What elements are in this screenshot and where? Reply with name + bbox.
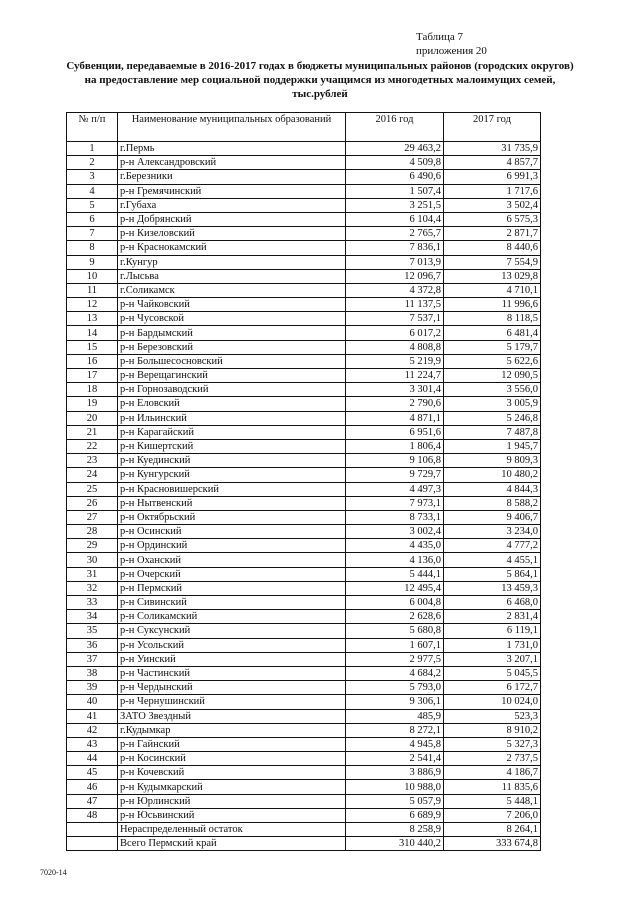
row-name: р-н Чайковский (118, 298, 346, 312)
row-value-2016: 7 836,1 (346, 241, 444, 255)
row-name: р-н Юсьвинский (118, 808, 346, 822)
row-value-2016: 5 057,9 (346, 794, 444, 808)
row-number: 24 (67, 468, 118, 482)
row-number: 19 (67, 397, 118, 411)
row-name: р-н Косинский (118, 752, 346, 766)
row-name: р-н Краснокамский (118, 241, 346, 255)
row-value-2016: 2 790,6 (346, 397, 444, 411)
table-row (67, 525, 541, 539)
row-name: Всего Пермский край (118, 837, 346, 851)
row-value-2017: 6 481,4 (444, 326, 541, 340)
row-value-2016: 5 680,8 (346, 624, 444, 638)
row-value-2016: 10 988,0 (346, 780, 444, 794)
row-value-2017: 4 710,1 (444, 283, 541, 297)
row-value-2017: 333 674,8 (444, 837, 541, 851)
row-number: 14 (67, 326, 118, 340)
table-row (67, 156, 541, 170)
row-value-2016: 1 607,1 (346, 638, 444, 652)
row-value-2017: 8 910,2 (444, 723, 541, 737)
row-value-2016: 9 106,8 (346, 454, 444, 468)
table-row (67, 340, 541, 354)
row-value-2016: 4 136,0 (346, 553, 444, 567)
row-name: р-н Красновишерский (118, 482, 346, 496)
row-number: 38 (67, 666, 118, 680)
row-name: р-н Гремячинский (118, 184, 346, 198)
row-value-2017: 6 991,3 (444, 170, 541, 184)
row-number: 41 (67, 709, 118, 723)
row-value-2016: 8 272,1 (346, 723, 444, 737)
row-name: р-н Соликамский (118, 610, 346, 624)
row-name: ЗАТО Звездный (118, 709, 346, 723)
row-value-2016: 6 104,4 (346, 212, 444, 226)
table-row (67, 837, 541, 851)
row-value-2016: 5 219,9 (346, 354, 444, 368)
row-name: р-н Чернушинский (118, 695, 346, 709)
row-number: 45 (67, 766, 118, 780)
row-value-2017: 523,3 (444, 709, 541, 723)
row-name: р-н Кизеловский (118, 227, 346, 241)
row-value-2016: 3 886,9 (346, 766, 444, 780)
row-name: р-н Гайнский (118, 737, 346, 751)
row-name: р-н Октябрьский (118, 510, 346, 524)
row-value-2016: 7 013,9 (346, 255, 444, 269)
row-value-2016: 6 951,6 (346, 425, 444, 439)
table-row (67, 468, 541, 482)
row-name: р-н Добрянский (118, 212, 346, 226)
table-row (67, 354, 541, 368)
row-value-2017: 3 005,9 (444, 397, 541, 411)
row-value-2017: 8 264,1 (444, 823, 541, 837)
table-row (67, 269, 541, 283)
row-number: 3 (67, 170, 118, 184)
row-name: р-н Березовский (118, 340, 346, 354)
row-name: р-н Кочевский (118, 766, 346, 780)
row-number: 9 (67, 255, 118, 269)
row-number: 12 (67, 298, 118, 312)
row-number: 17 (67, 369, 118, 383)
row-name: г.Кунгур (118, 255, 346, 269)
row-value-2017: 4 186,7 (444, 766, 541, 780)
table-row (67, 241, 541, 255)
row-number: 18 (67, 383, 118, 397)
document-title: Субвенции, передаваемые в 2016-2017 годах в бюджеты муниципальных районов (городских округов) на предоставление мер социальной поддержки учащимся из многодетных малоимущих семей, тыс.рублей (66, 60, 574, 100)
row-name: р-н Нытвенский (118, 496, 346, 510)
print-code: 7020-14 (40, 868, 67, 877)
table-row (67, 383, 541, 397)
row-value-2017: 4 777,2 (444, 539, 541, 553)
row-value-2016: 5 793,0 (346, 681, 444, 695)
row-value-2016: 6 490,6 (346, 170, 444, 184)
row-value-2016: 3 301,4 (346, 383, 444, 397)
row-number: 22 (67, 439, 118, 453)
row-number: 20 (67, 411, 118, 425)
row-value-2017: 13 029,8 (444, 269, 541, 283)
row-value-2017: 6 172,7 (444, 681, 541, 695)
table-row (67, 567, 541, 581)
table-row (67, 198, 541, 212)
row-value-2017: 13 459,3 (444, 581, 541, 595)
row-name: р-н Усольский (118, 638, 346, 652)
row-value-2016: 4 509,8 (346, 156, 444, 170)
table-row (67, 794, 541, 808)
row-value-2017: 4 857,7 (444, 156, 541, 170)
table-row (67, 496, 541, 510)
row-number: 32 (67, 581, 118, 595)
row-name: р-н Кишертский (118, 439, 346, 453)
row-value-2017: 4 455,1 (444, 553, 541, 567)
row-number: 36 (67, 638, 118, 652)
row-value-2017: 3 556,0 (444, 383, 541, 397)
row-value-2017: 2 831,4 (444, 610, 541, 624)
row-value-2017: 11 835,6 (444, 780, 541, 794)
row-name: р-н Ординский (118, 539, 346, 553)
table-row (67, 298, 541, 312)
row-value-2016: 2 765,7 (346, 227, 444, 241)
row-number: 29 (67, 539, 118, 553)
row-name: р-н Александровский (118, 156, 346, 170)
row-name: р-н Юрлинский (118, 794, 346, 808)
row-number: 27 (67, 510, 118, 524)
table-row (67, 752, 541, 766)
row-name: р-н Куединский (118, 454, 346, 468)
table-row (67, 411, 541, 425)
row-name: р-н Большесосновский (118, 354, 346, 368)
row-number: 28 (67, 525, 118, 539)
header-name: Наименование муниципальных образований (118, 113, 346, 142)
subvention-table (66, 112, 541, 851)
row-value-2017: 10 480,2 (444, 468, 541, 482)
row-value-2016: 6 004,8 (346, 596, 444, 610)
row-number: 15 (67, 340, 118, 354)
row-value-2016: 6 689,9 (346, 808, 444, 822)
row-name: г.Губаха (118, 198, 346, 212)
row-value-2017: 5 045,5 (444, 666, 541, 680)
row-value-2017: 5 246,8 (444, 411, 541, 425)
row-name: г.Березники (118, 170, 346, 184)
table-row (67, 425, 541, 439)
row-number: 23 (67, 454, 118, 468)
row-value-2017: 7 206,0 (444, 808, 541, 822)
table-row (67, 227, 541, 241)
row-name: р-н Верещагинский (118, 369, 346, 383)
row-value-2016: 4 945,8 (346, 737, 444, 751)
table-row (67, 283, 541, 297)
row-value-2016: 5 444,1 (346, 567, 444, 581)
row-value-2017: 7 554,9 (444, 255, 541, 269)
row-value-2017: 1 731,0 (444, 638, 541, 652)
table-row (67, 624, 541, 638)
row-name: р-н Очерский (118, 567, 346, 581)
row-value-2017: 8 440,6 (444, 241, 541, 255)
row-value-2016: 8 258,9 (346, 823, 444, 837)
table-row (67, 666, 541, 680)
table-caption (416, 30, 526, 58)
header-number: № п/п (67, 113, 118, 142)
table-row (67, 326, 541, 340)
header-2016: 2016 год (346, 113, 444, 142)
row-number: 13 (67, 312, 118, 326)
row-number: 4 (67, 184, 118, 198)
row-value-2016: 12 495,4 (346, 581, 444, 595)
row-number: 10 (67, 269, 118, 283)
row-value-2016: 2 977,5 (346, 652, 444, 666)
table-row (67, 766, 541, 780)
row-number: 47 (67, 794, 118, 808)
row-number: 48 (67, 808, 118, 822)
row-value-2017: 9 809,3 (444, 454, 541, 468)
row-name: р-н Пермский (118, 581, 346, 595)
row-value-2016: 2 541,4 (346, 752, 444, 766)
row-number: 6 (67, 212, 118, 226)
header-2017: 2017 год (444, 113, 541, 142)
row-value-2017: 8 118,5 (444, 312, 541, 326)
row-value-2017: 6 575,3 (444, 212, 541, 226)
table-row (67, 581, 541, 595)
row-value-2017: 4 844,3 (444, 482, 541, 496)
row-value-2016: 12 096,7 (346, 269, 444, 283)
row-value-2017: 5 622,6 (444, 354, 541, 368)
table-row (67, 823, 541, 837)
row-value-2017: 1 945,7 (444, 439, 541, 453)
row-value-2017: 31 735,9 (444, 142, 541, 156)
row-number: 7 (67, 227, 118, 241)
row-value-2017: 7 487,8 (444, 425, 541, 439)
appendix-label: приложения 20 (416, 45, 487, 57)
table-body (67, 142, 541, 851)
row-value-2017: 6 468,0 (444, 596, 541, 610)
row-number (67, 837, 118, 851)
table-row (67, 439, 541, 453)
row-number: 31 (67, 567, 118, 581)
row-name: р-н Бардымский (118, 326, 346, 340)
row-name: г.Пермь (118, 142, 346, 156)
row-value-2017: 10 024,0 (444, 695, 541, 709)
row-value-2017: 9 406,7 (444, 510, 541, 524)
row-value-2017: 12 090,5 (444, 369, 541, 383)
row-value-2016: 6 017,2 (346, 326, 444, 340)
row-value-2016: 9 306,1 (346, 695, 444, 709)
table-row (67, 510, 541, 524)
row-name: р-н Карагайский (118, 425, 346, 439)
row-number: 43 (67, 737, 118, 751)
row-value-2017: 11 996,6 (444, 298, 541, 312)
row-number: 33 (67, 596, 118, 610)
table-row (67, 780, 541, 794)
row-number: 5 (67, 198, 118, 212)
table-row (67, 652, 541, 666)
row-name: р-н Осинский (118, 525, 346, 539)
row-value-2016: 4 808,8 (346, 340, 444, 354)
row-number: 46 (67, 780, 118, 794)
row-value-2017: 5 179,7 (444, 340, 541, 354)
row-value-2017: 2 737,5 (444, 752, 541, 766)
row-number: 30 (67, 553, 118, 567)
row-value-2016: 4 497,3 (346, 482, 444, 496)
row-name: р-н Чусовской (118, 312, 346, 326)
row-number: 26 (67, 496, 118, 510)
table-row (67, 539, 541, 553)
table-row (67, 397, 541, 411)
table-row (67, 255, 541, 269)
table-row (67, 723, 541, 737)
row-value-2017: 3 207,1 (444, 652, 541, 666)
row-value-2016: 3 251,5 (346, 198, 444, 212)
row-name: р-н Ильинский (118, 411, 346, 425)
table-row (67, 369, 541, 383)
row-value-2017: 3 234,0 (444, 525, 541, 539)
row-name: р-н Сивинский (118, 596, 346, 610)
row-name: р-н Чердынский (118, 681, 346, 695)
row-name: г.Кудымкар (118, 723, 346, 737)
table-row (67, 553, 541, 567)
table-row (67, 737, 541, 751)
table-label: Таблица 7 (416, 31, 464, 43)
table-header-row (67, 113, 541, 142)
table-row (67, 596, 541, 610)
row-number: 25 (67, 482, 118, 496)
row-number: 11 (67, 283, 118, 297)
row-value-2016: 4 435,0 (346, 539, 444, 553)
table-row (67, 709, 541, 723)
row-value-2017: 6 119,1 (444, 624, 541, 638)
row-value-2016: 4 871,1 (346, 411, 444, 425)
row-name: р-н Уинский (118, 652, 346, 666)
row-value-2017: 5 448,1 (444, 794, 541, 808)
row-value-2016: 7 973,1 (346, 496, 444, 510)
row-value-2016: 310 440,2 (346, 837, 444, 851)
row-name: р-н Суксунский (118, 624, 346, 638)
row-value-2017: 5 864,1 (444, 567, 541, 581)
row-value-2017: 2 871,7 (444, 227, 541, 241)
row-value-2017: 8 588,2 (444, 496, 541, 510)
table-row (67, 454, 541, 468)
row-value-2017: 1 717,6 (444, 184, 541, 198)
table-row (67, 142, 541, 156)
table-row (67, 808, 541, 822)
row-value-2016: 29 463,2 (346, 142, 444, 156)
row-value-2016: 9 729,7 (346, 468, 444, 482)
row-value-2017: 3 502,4 (444, 198, 541, 212)
row-name: г.Соликамск (118, 283, 346, 297)
row-number: 44 (67, 752, 118, 766)
table-row (67, 212, 541, 226)
row-value-2016: 4 684,2 (346, 666, 444, 680)
row-number (67, 823, 118, 837)
row-number: 8 (67, 241, 118, 255)
row-value-2016: 8 733,1 (346, 510, 444, 524)
row-number: 39 (67, 681, 118, 695)
row-name: р-н Кудымкарский (118, 780, 346, 794)
table-row (67, 638, 541, 652)
table-row (67, 312, 541, 326)
row-value-2016: 11 224,7 (346, 369, 444, 383)
row-value-2016: 11 137,5 (346, 298, 444, 312)
row-number: 21 (67, 425, 118, 439)
row-number: 35 (67, 624, 118, 638)
row-value-2016: 2 628,6 (346, 610, 444, 624)
row-number: 34 (67, 610, 118, 624)
row-number: 1 (67, 142, 118, 156)
row-value-2016: 1 507,4 (346, 184, 444, 198)
row-number: 2 (67, 156, 118, 170)
row-value-2016: 3 002,4 (346, 525, 444, 539)
row-number: 40 (67, 695, 118, 709)
row-value-2016: 485,9 (346, 709, 444, 723)
table-row (67, 695, 541, 709)
table-row (67, 184, 541, 198)
row-value-2016: 7 537,1 (346, 312, 444, 326)
row-name: р-н Кунгурский (118, 468, 346, 482)
row-number: 42 (67, 723, 118, 737)
table-row (67, 170, 541, 184)
row-name: р-н Еловский (118, 397, 346, 411)
row-value-2016: 1 806,4 (346, 439, 444, 453)
row-number: 37 (67, 652, 118, 666)
row-value-2016: 4 372,8 (346, 283, 444, 297)
table-row (67, 610, 541, 624)
table-row (67, 482, 541, 496)
row-name: Нераспределенный остаток (118, 823, 346, 837)
row-name: р-н Частинский (118, 666, 346, 680)
row-name: г.Лысьва (118, 269, 346, 283)
row-value-2017: 5 327,3 (444, 737, 541, 751)
row-number: 16 (67, 354, 118, 368)
row-name: р-н Горнозаводский (118, 383, 346, 397)
table-row (67, 681, 541, 695)
row-name: р-н Оханский (118, 553, 346, 567)
